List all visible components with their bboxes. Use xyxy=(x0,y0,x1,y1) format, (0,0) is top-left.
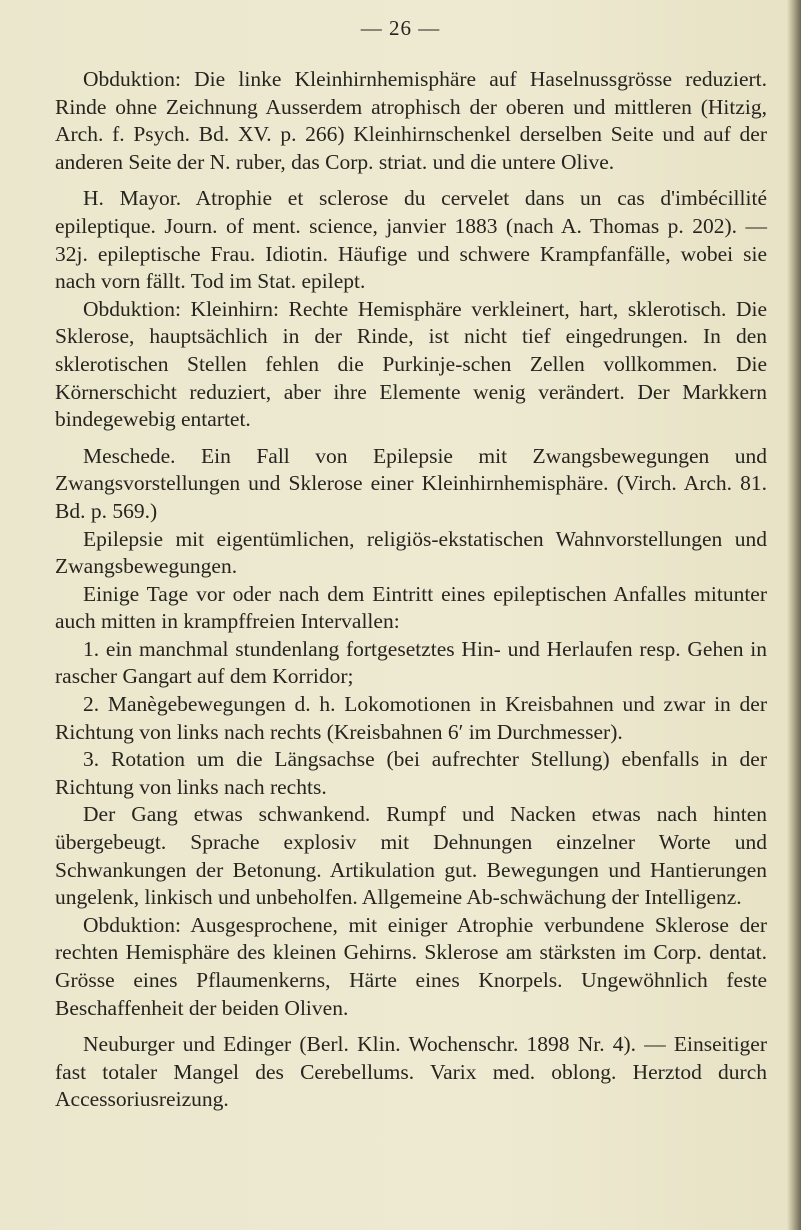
paragraph-mayor-reference: H. Mayor. Atrophie et sclerose du cervelet dans un cas d'imbécillité epileptique. Journ. of ment. science, janvier 1883 (nach A. Thomas p. 202). — 32j. epileptische Frau. Idiotin. Häufige und schwere Krampfanfälle, wobei sie nach vorn fällt. Tod im Stat. epilept. xyxy=(55,186,767,294)
paragraph-obduktion-3: Obduktion: Ausgesprochene, mit einiger Atrophie verbundene Sklerose der rechten Hemisphäre des kleinen Gehirns. Sklerose am stärksten im Corp. dentat. Grösse eines Pflaumenkerns, Härte eines Knorpels. Ungewöhnlich feste Beschaffenheit der beiden Oliven. xyxy=(55,912,767,1020)
paragraph-gang: Der Gang etwas schwankend. Rumpf und Nacken etwas nach hinten übergebeugt. Sprache explosiv mit Dehnungen einzelner Worte und Schwankungen der Betonung. Artikulation gut. Bewegungen und Hantierungen ungelenk, linkisch und unbeholfen. Allgemeine Ab-schwächung der Intelligenz. xyxy=(55,802,767,910)
page-edge-shadow xyxy=(787,0,801,1230)
list-item-3: 3. Rotation um die Längsachse (bei aufrechter Stellung) ebenfalls in der Richtung von links nach rechts. xyxy=(55,747,767,799)
list-item-1: 1. ein manchmal stundenlang fortgesetztes Hin- und Herlaufen resp. Gehen in rascher Gangart auf dem Korridor; xyxy=(55,636,767,689)
paragraph-obduktion-2: Obduktion: Kleinhirn: Rechte Hemisphäre verkleinert, hart, sklerotisch. Die Sklerose, hauptsächlich in der Rinde, ist nicht tief eingedrungen. In den sklerotischen Stellen fehlen die Purkinje-schen Zellen vollkommen. Die Körnerschicht reduziert, aber ihre Elemente wenig verändert. Der Markkern bindegewebig entartet. xyxy=(55,296,767,432)
paragraph-einige-tage: Einige Tage vor oder nach dem Eintritt eines epileptischen Anfalles mitunter auch mitten in krampffreien Intervallen: xyxy=(55,581,767,634)
paragraph-obduktion-1: Obduktion: Die linke Kleinhirnhemisphäre auf Haselnussgrösse reduziert. Rinde ohne Zeichnung Ausserdem atrophisch der oberen und mittleren (Hitzig, Arch. f. Psych. Bd. XV. p. 266) Kleinhirnschenkel derselben Seite und auf der anderen Seite der N. ruber, das Corp. striat. und die untere Olive. xyxy=(55,67,767,174)
list-item-2: 2. Manègebewegungen d. h. Lokomotionen in Kreisbahnen und zwar in der Richtung von links nach rechts (Kreisbahnen 6′ im Durchmesser). xyxy=(55,692,767,744)
paragraph-epilepsie: Epilepsie mit eigentümlichen, religiös-ekstatischen Wahnvorstellungen und Zwangsbewegungen. xyxy=(55,526,767,579)
paragraph-neuburger-reference: Neuburger und Edinger (Berl. Klin. Wochenschr. 1898 Nr. 4). — Einseitiger fast totaler Mangel des Cerebellums. Varix med. oblong. Herztod durch Accessoriusreizung. xyxy=(55,1032,767,1112)
paragraph-meschede-reference: Meschede. Ein Fall von Epilepsie mit Zwangsbewegungen und Zwangsvorstellungen und Sklerose einer Kleinhirnhemisphäre. (Virch. Arch. 81. Bd. p. 569.) xyxy=(55,443,767,523)
page-number: — 26 — xyxy=(360,16,441,40)
body-text xyxy=(55,66,767,1114)
